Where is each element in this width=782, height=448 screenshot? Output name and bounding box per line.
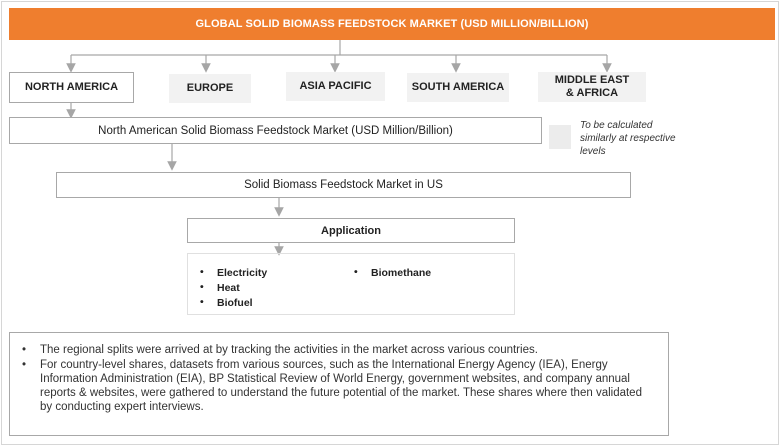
application-item-label: Heat	[217, 282, 240, 294]
north-america-market-label: North American Solid Biomass Feedstock Market (USD Million/Billion)	[98, 124, 453, 137]
region-middle-east-africa-label: MIDDLE EAST & AFRICA	[554, 74, 630, 99]
region-south-america	[407, 73, 509, 102]
application-item-biofuel	[200, 296, 253, 309]
note-item	[22, 343, 656, 357]
note-item	[22, 358, 656, 414]
region-north-america-label: NORTH AMERICA	[24, 81, 119, 93]
region-europe	[169, 74, 251, 103]
bullet-icon: •	[200, 281, 204, 293]
application-list	[187, 253, 515, 315]
region-north-america	[9, 72, 134, 103]
application-item-label: Biofuel	[217, 297, 253, 309]
application-header	[187, 218, 515, 243]
methodology-notes	[9, 332, 669, 436]
legend-square	[549, 125, 571, 149]
side-note: To be calculated similarly at respective levels	[580, 120, 676, 157]
north-america-market-box	[9, 117, 542, 144]
region-asia-pacific-label: ASIA PACIFIC	[299, 80, 372, 92]
bullet-icon: •	[354, 266, 358, 278]
region-europe-label: EUROPE	[186, 82, 234, 94]
us-market-box	[56, 172, 631, 198]
us-market-label: Solid Biomass Feedstock Market in US	[244, 179, 443, 191]
note-text: For country-level shares, datasets from various sources, such as the International Energy Agency (IEA), Energy Information Administration (EIA), BP Statistical Review of World Energy, government websites, and company annual reports & websites, were gathered to understand the future potential of the market. These shares where then validated by conducting expert interviews.	[40, 359, 642, 413]
application-item-biomethane	[354, 266, 432, 279]
region-south-america-label: SOUTH AMERICA	[411, 81, 505, 93]
bullet-icon: •	[22, 344, 27, 356]
bullet-icon: •	[200, 296, 204, 308]
region-middle-east-africa	[538, 72, 646, 102]
diagram-title: GLOBAL SOLID BIOMASS FEEDSTOCK MARKET (USD MILLION/BILLION)	[9, 8, 775, 40]
note-text: The regional splits were arrived at by tracking the activities in the market across various countries.	[40, 344, 538, 356]
application-item-electricity	[200, 266, 268, 279]
application-header-label: Application	[321, 224, 381, 237]
bullet-icon: •	[200, 266, 204, 278]
application-item-label: Electricity	[217, 267, 268, 279]
region-asia-pacific	[286, 72, 385, 101]
bullet-icon: •	[22, 359, 27, 371]
application-item-label: Biomethane	[371, 267, 432, 279]
application-item-heat	[200, 281, 240, 294]
